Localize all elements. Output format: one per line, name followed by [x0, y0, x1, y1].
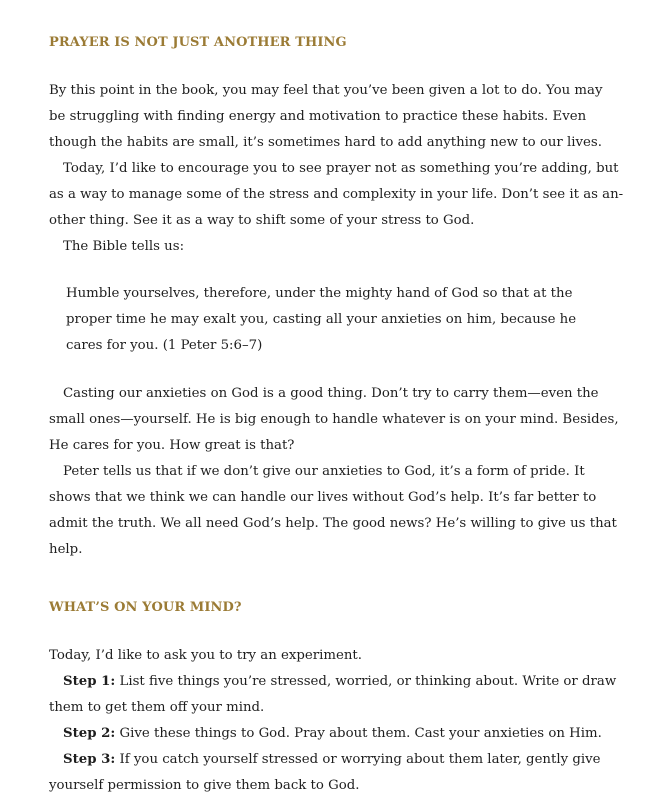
paragraph-line: shows that we think we can handle our lives without God’s help. It’s far better to — [49, 490, 597, 505]
paragraph-intro — [49, 78, 614, 156]
quote-line: cares for you. (1 Peter 5:6–7) — [66, 338, 263, 353]
step-2 — [49, 721, 614, 747]
step-text: List five things you’re stressed, worried, or thinking about. Write or draw — [115, 674, 617, 689]
paragraph-line: though the habits are small, it’s sometimes hard to add anything new to our lives. — [49, 135, 602, 150]
paragraph-line: other thing. See it as a way to shift some of your stress to God. — [49, 213, 475, 228]
step-3 — [49, 747, 614, 799]
step-line: yourself permission to give them back to God. — [49, 778, 360, 793]
paragraph-line: be struggling with finding energy and motivation to practice these habits. Even — [49, 109, 587, 124]
paragraph-peter — [49, 459, 617, 563]
paragraph-casting — [49, 381, 619, 459]
step-label: Step 2: — [63, 726, 116, 741]
step-line — [49, 669, 617, 695]
step-line: them to get them off your mind. — [49, 700, 265, 715]
step-line — [49, 721, 614, 747]
paragraph-line: The Bible tells us: — [63, 239, 185, 254]
paragraph-line: admit the truth. We all need God’s help. The good news? He’s willing to give us that — [49, 516, 617, 531]
paragraph-line: as a way to manage some of the stress and complexity in your life. Don’t see it as an- — [49, 187, 624, 202]
paragraph-encourage — [49, 156, 624, 234]
step-text: Give these things to God. Pray about them. Cast your anxieties on Him. — [115, 726, 602, 741]
section-heading-mind: WHAT’S ON YOUR MIND? — [49, 600, 242, 615]
paragraph-line: help. — [49, 542, 83, 557]
step-line — [49, 747, 614, 773]
quote-line: proper time he may exalt you, casting all your anxieties on him, because he — [66, 312, 577, 327]
paragraph-line: Casting our anxieties on God is a good thing. Don’t try to carry them—even the — [63, 386, 599, 401]
step-label: Step 1: — [63, 674, 116, 689]
section-heading-prayer: PRAYER IS NOT JUST ANOTHER THING — [49, 35, 347, 50]
paragraph-line: By this point in the book, you may feel that you’ve been given a lot to do. You may — [49, 83, 603, 98]
paragraph-line: small ones—yourself. He is big enough to handle whatever is on your mind. Besides, — [49, 412, 619, 427]
paragraph-line: Today, I’d like to encourage you to see prayer not as something you’re adding, but — [63, 161, 619, 176]
paragraph-line: Today, I’d like to ask you to try an experiment. — [49, 648, 362, 663]
quote-line: Humble yourselves, therefore, under the mighty hand of God so that at the — [66, 286, 573, 301]
scripture-quote — [66, 281, 586, 359]
step-text: If you catch yourself stressed or worrying about them later, gently give — [115, 752, 601, 767]
paragraph-line: Peter tells us that if we don’t give our anxieties to God, it’s a form of pride. It — [63, 464, 585, 479]
step-label: Step 3: — [63, 752, 116, 767]
paragraph-experiment — [49, 643, 614, 669]
paragraph-line: He cares for you. How great is that? — [49, 438, 295, 453]
step-1 — [49, 669, 617, 721]
paragraph-bible-intro — [49, 234, 614, 260]
